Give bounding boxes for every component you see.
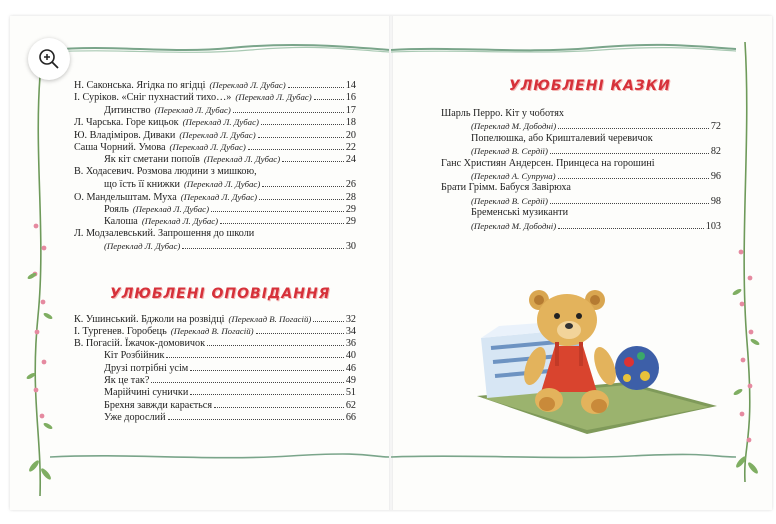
toc-dot-leader <box>313 321 343 322</box>
toc-entry-page: 36 <box>345 337 356 349</box>
toc-entry-page: 96 <box>710 170 721 182</box>
toc-entry <box>441 182 721 194</box>
toc-entry-title: Калоша <box>104 216 138 228</box>
toc-entry <box>74 104 356 116</box>
toc-entry-title: Уже дорослий <box>104 412 166 424</box>
toc-entry-translator: (Переклад В. Погасій) <box>228 314 312 324</box>
toc-entry-title: Попелюшка, або Кришталевий черевичок <box>471 132 653 144</box>
toc-dot-leader <box>233 112 344 113</box>
toc-dot-leader <box>550 203 709 204</box>
toc-entry-title: Марійчині сунички <box>104 387 189 399</box>
toc-dot-leader <box>248 149 344 150</box>
toc-entry-page: 82 <box>710 146 721 158</box>
toc-entry-page: 16 <box>345 92 356 104</box>
toc-list-poems <box>74 79 356 252</box>
toc-entry-translator: (Переклад Л. Дубас) <box>203 154 281 165</box>
toc-entry <box>74 387 356 399</box>
toc-entry-page: 18 <box>345 117 356 129</box>
toc-dot-leader <box>558 178 709 179</box>
toc-entry <box>74 338 356 350</box>
toc-entry-translator: (Переклад Л. Дубас) <box>179 129 256 140</box>
toc-dot-leader <box>258 137 344 138</box>
toc-entry <box>74 203 356 215</box>
toc-dot-leader <box>314 99 344 100</box>
toc-dot-leader <box>288 87 344 88</box>
toc-dot-leader <box>262 186 344 187</box>
toc-entry-title: що їсть її книжки <box>104 179 180 191</box>
toc-entry-translator: (Переклад В. Сердії) <box>471 195 548 206</box>
toc-entry-title: Кіт Розбійник <box>104 350 165 362</box>
toc-entry <box>441 170 721 182</box>
toc-entry-page: 28 <box>345 191 356 203</box>
toc-entry-page: 26 <box>345 179 356 191</box>
toc-entry-translator: (Переклад М. Дободні) <box>471 121 557 132</box>
toc-entry <box>74 313 356 325</box>
toc-entry-title: Брати Грімм. Бабуся Завірюха <box>441 182 571 194</box>
toc-entry-page: 29 <box>345 216 356 228</box>
toc-entry-title: Ю. Владіміров. Диваки <box>74 129 176 141</box>
toc-entry-title: Брехня завжди карається <box>104 399 213 411</box>
toc-dot-leader <box>168 419 344 420</box>
toc-entry-page: 49 <box>345 374 356 386</box>
left-page <box>10 16 391 510</box>
toc-entry <box>74 325 356 337</box>
toc-entry <box>74 350 356 362</box>
toc-entry-page: 72 <box>710 121 721 133</box>
toc-entry-title: Л. Чарська. Горе кицьок <box>74 117 179 129</box>
toc-entry-title: О. Мандельштам. Муха <box>74 191 177 203</box>
toc-entry-page: 17 <box>345 104 356 116</box>
toc-entry-page: 20 <box>345 129 356 141</box>
toc-entry <box>74 166 356 178</box>
toc-entry <box>74 141 356 153</box>
toc-left-2 <box>74 313 356 425</box>
toc-entry-title: К. Ушинський. Бджоли на розвідці <box>74 314 225 325</box>
toc-entry <box>441 108 721 120</box>
bottom-vine-right <box>391 450 736 464</box>
toc-dot-leader <box>558 228 704 229</box>
toc-dot-leader <box>256 333 344 334</box>
toc-entry <box>441 195 721 207</box>
toc-entry-page: 62 <box>345 399 356 411</box>
toc-entry-title: Саша Чорний. Умова <box>74 141 166 153</box>
toc-entry <box>74 178 356 190</box>
top-vine-left <box>50 40 390 58</box>
toc-entry-page: 34 <box>345 326 356 338</box>
toc-dot-leader <box>220 223 344 224</box>
toc-entry-page: 51 <box>345 387 356 399</box>
side-vine-right <box>729 42 763 482</box>
toc-entry <box>74 153 356 165</box>
toc-entry-page: 30 <box>345 241 356 253</box>
toc-entry-title: Дитинство <box>104 104 151 116</box>
right-page <box>391 16 772 510</box>
toc-entry-title: Друзі потрібні усім <box>104 362 189 374</box>
toc-left <box>74 79 356 252</box>
toc-entry-page: 40 <box>345 350 356 362</box>
toc-entry <box>74 91 356 103</box>
toc-entry-translator: (Переклад Л. Дубас) <box>132 203 210 214</box>
toc-entry-page: 46 <box>345 362 356 374</box>
toc-entry-translator: (Переклад Л. Дубас) <box>141 216 219 227</box>
ball-shape <box>615 346 659 390</box>
toc-entry-translator: (Переклад Л. Дубас) <box>154 104 231 115</box>
section-title-stories: УЛЮБЛЕНІ ОПОВІДАННЯ <box>110 286 331 302</box>
toc-entry-translator: (Переклад М. Дободні) <box>471 220 557 231</box>
toc-entry-title: І. Суріков. «Сніг пухнастий тихо…» <box>74 92 232 104</box>
side-vine-left <box>22 76 56 496</box>
toc-entry <box>74 191 356 203</box>
toc-right <box>441 108 721 232</box>
toc-entry-title: Л. Модзалевський. Запрошення до школи <box>74 227 255 239</box>
toc-entry <box>441 133 721 145</box>
toc-list-stories <box>74 313 356 425</box>
toc-entry-title: Як кіт сметани попоїв <box>104 154 200 166</box>
toc-entry <box>441 220 721 232</box>
toc-entry-translator: (Переклад Л. Дубас) <box>169 141 246 152</box>
toc-entry-title: Бременські музиканти <box>471 207 569 219</box>
toc-list-tales <box>441 108 721 232</box>
toc-entry-title: В. Погасій. Їжачок-домовичок <box>74 337 206 349</box>
toc-entry-translator: (Переклад В. Сердії) <box>471 146 548 157</box>
toc-entry <box>74 116 356 128</box>
toc-entry-page: 66 <box>345 412 356 424</box>
toc-entry <box>74 412 356 424</box>
toc-entry-translator: (Переклад Л. Дубас) <box>180 191 258 202</box>
teddy-bear-illustration <box>477 286 717 436</box>
toc-entry <box>74 400 356 412</box>
toc-entry <box>74 240 356 252</box>
toc-dot-leader <box>182 248 344 249</box>
toc-dot-leader <box>151 382 343 383</box>
toc-dot-leader <box>211 211 344 212</box>
zoom-in-button[interactable] <box>28 38 70 80</box>
toc-entry-translator: (Переклад А. Супруна) <box>471 170 556 181</box>
toc-entry-title: Шарль Перро. Кіт у чоботях <box>441 108 565 119</box>
zoom-in-icon <box>38 48 60 70</box>
toc-entry-title: Рояль <box>104 203 129 215</box>
toc-dot-leader <box>261 124 344 125</box>
toc-entry-title: Як це так? <box>104 374 150 386</box>
toc-dot-leader <box>550 153 709 154</box>
toc-entry <box>441 120 721 132</box>
toc-entry <box>441 207 721 219</box>
toc-entry-translator: (Переклад Л. Дубас) <box>209 80 286 90</box>
toc-entry-translator: (Переклад Л. Дубас) <box>182 117 259 128</box>
toc-entry-title: Ганс Християн Андерсен. Принцеса на горошині <box>441 157 655 169</box>
toc-dot-leader <box>558 128 709 129</box>
toc-dot-leader <box>166 357 343 358</box>
toc-entry <box>74 363 356 375</box>
toc-dot-leader <box>214 407 344 408</box>
toc-dot-leader <box>190 370 344 371</box>
book-spread <box>10 16 772 510</box>
toc-dot-leader <box>207 345 344 346</box>
toc-dot-leader <box>259 199 344 200</box>
toc-entry <box>74 228 356 240</box>
toc-entry-translator: (Переклад Л. Дубас) <box>104 241 181 252</box>
toc-dot-leader <box>190 394 344 395</box>
toc-entry-page: 98 <box>710 195 721 207</box>
toc-entry-page: 29 <box>345 203 356 215</box>
toc-dot-leader <box>282 161 344 162</box>
bottom-vine-left <box>50 450 390 464</box>
toc-entry-page: 22 <box>345 141 356 153</box>
toc-entry-translator: (Переклад Л. Дубас) <box>235 92 312 103</box>
toc-entry-title: Н. Саконська. Ягідка по ягідці <box>74 80 206 91</box>
toc-entry <box>74 375 356 387</box>
toc-entry-title: І. Тургенев. Горобець <box>74 326 167 338</box>
toc-entry-page: 32 <box>345 314 356 325</box>
toc-entry <box>74 79 356 91</box>
toc-entry <box>441 158 721 170</box>
toc-entry <box>441 145 721 157</box>
toc-entry-title: В. Ходасевич. Розмова людини з мишкою, <box>74 165 257 177</box>
toc-entry-page: 103 <box>705 220 721 232</box>
toc-entry <box>74 129 356 141</box>
toc-entry-page: 24 <box>345 154 356 166</box>
top-vine-right <box>391 40 736 58</box>
section-title-tales: УЛЮБЛЕНІ КАЗКИ <box>509 78 671 94</box>
toc-entry-translator: (Переклад В. Погасій) <box>170 326 254 337</box>
toc-entry <box>74 215 356 227</box>
toc-entry-translator: (Переклад Л. Дубас) <box>183 179 261 190</box>
toc-entry-page: 14 <box>345 80 356 91</box>
